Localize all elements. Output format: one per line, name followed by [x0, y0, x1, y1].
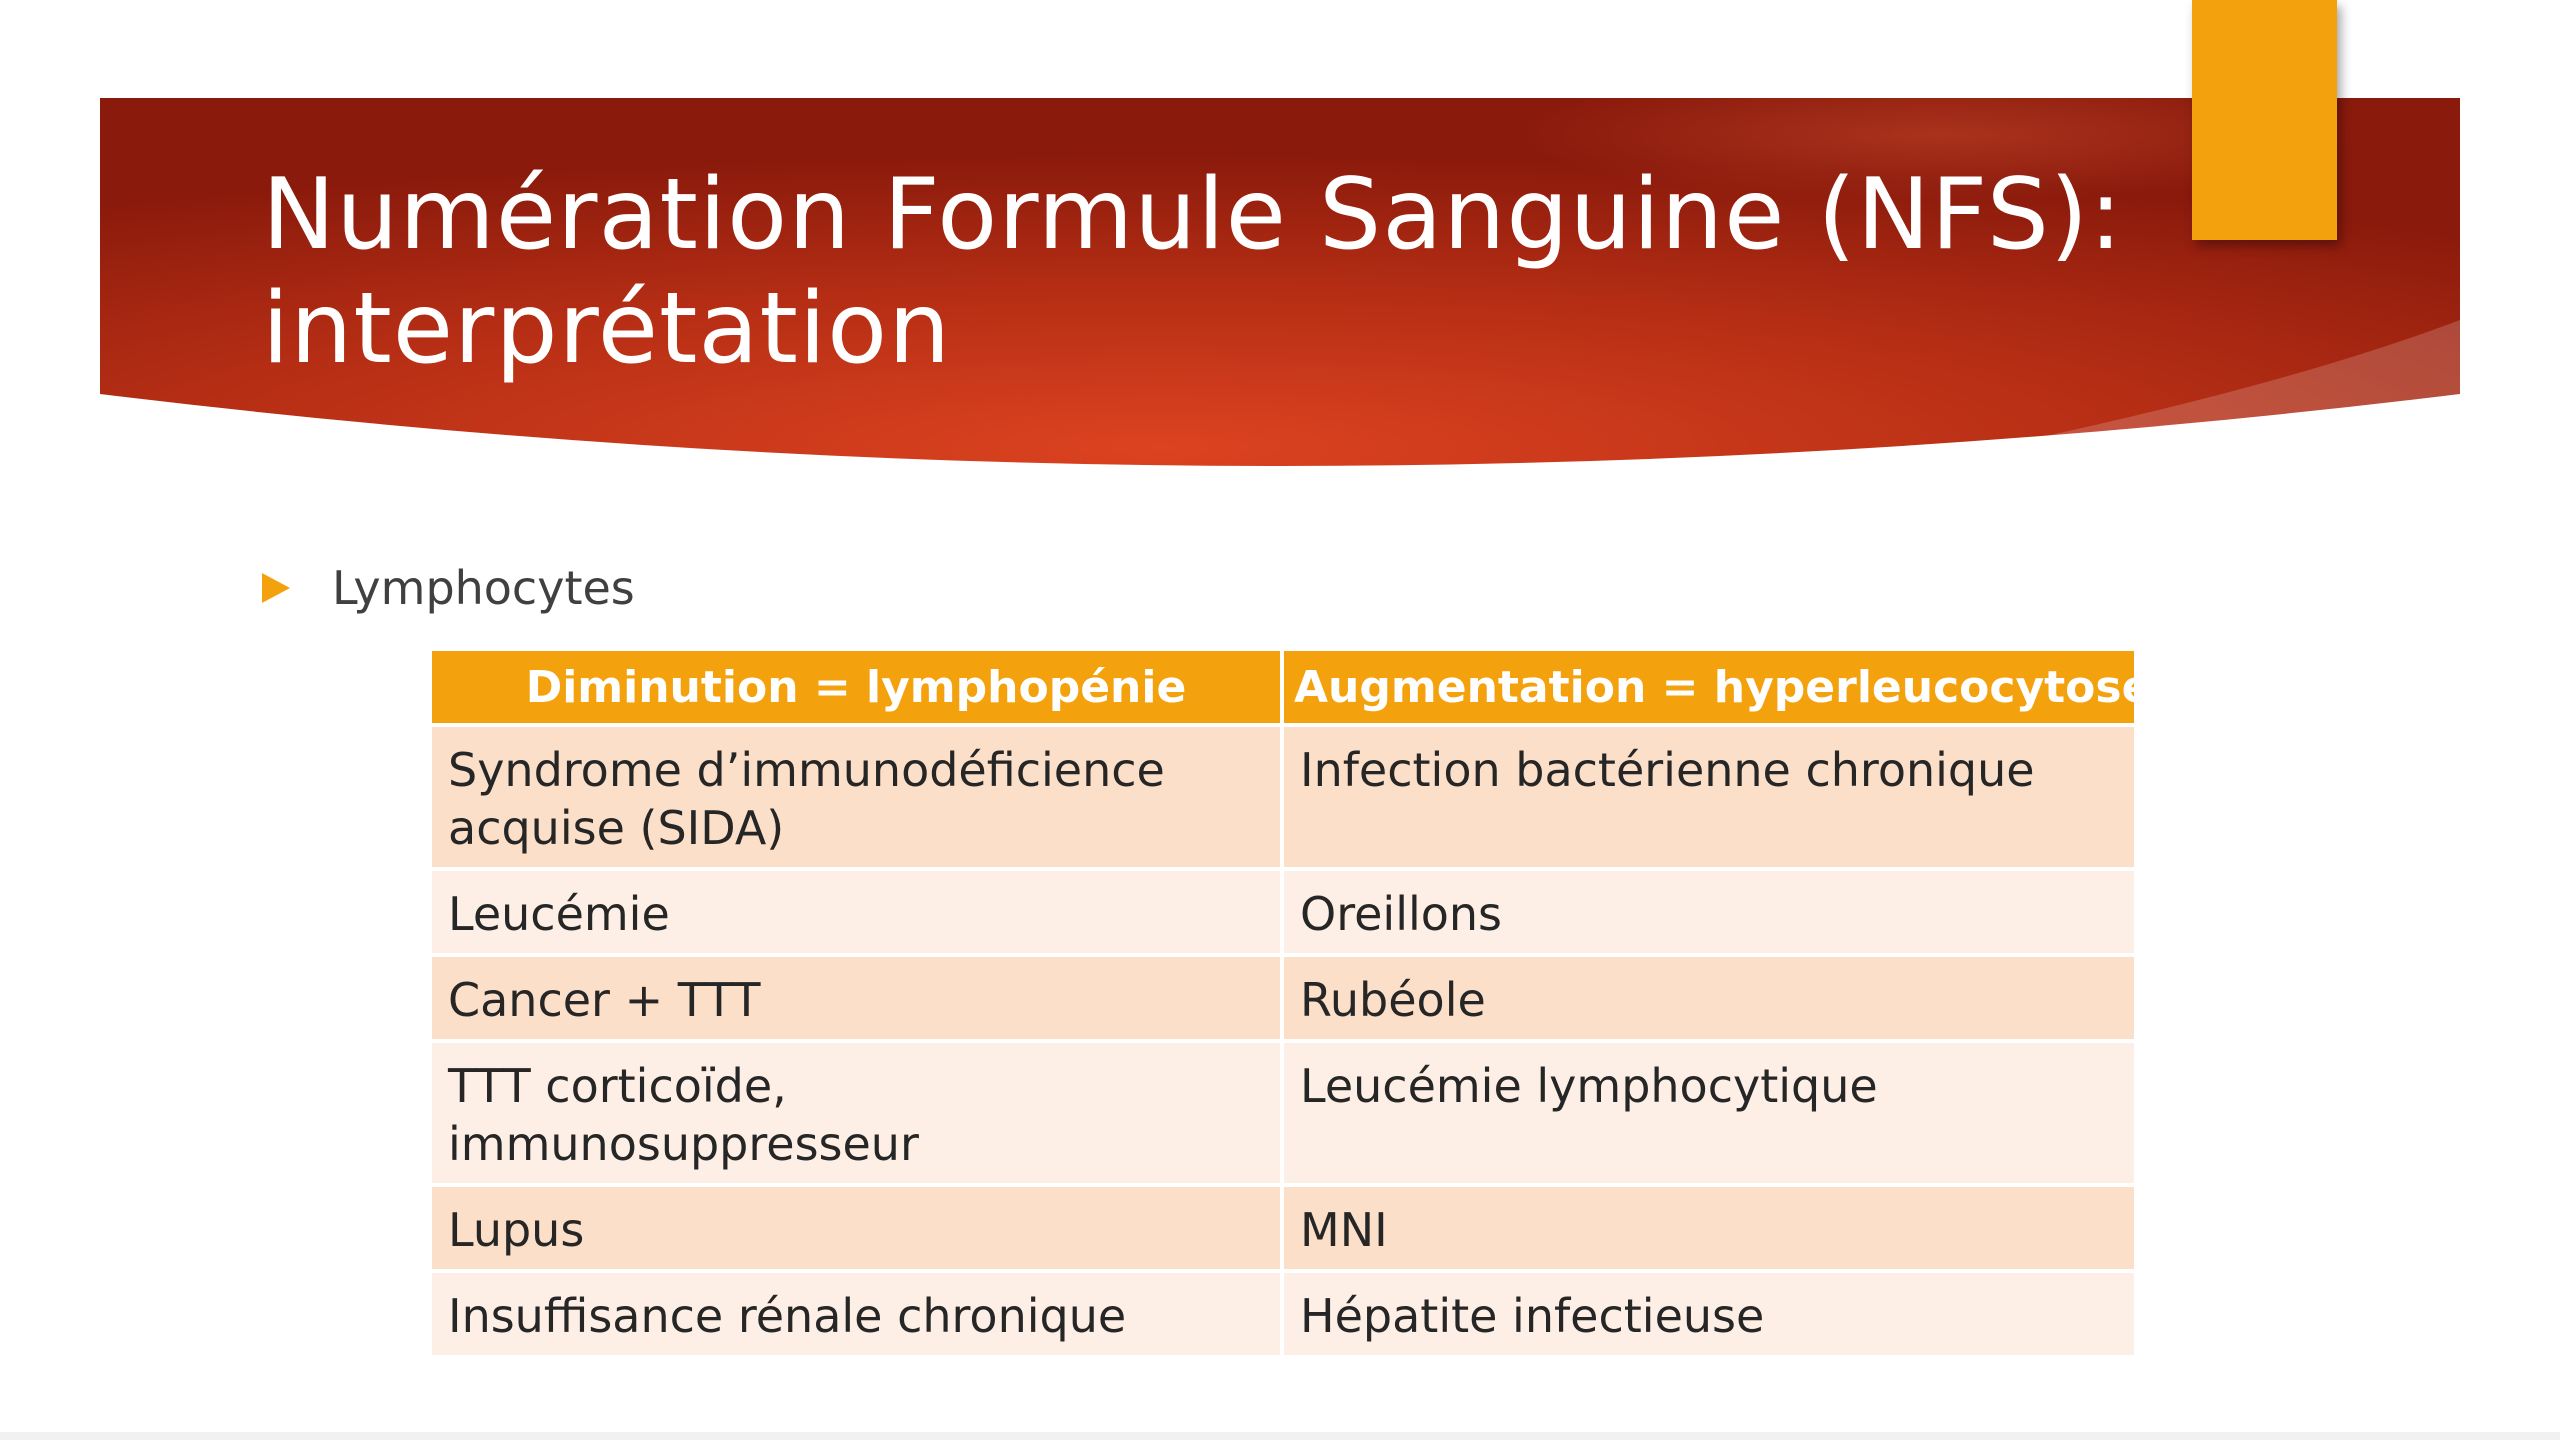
table-cell-decrease: Lupus	[430, 1185, 1282, 1271]
slide-title	[262, 158, 2162, 386]
table-cell-decrease: Insuffisance rénale chronique	[430, 1271, 1282, 1357]
lymphocytes-table	[428, 651, 2152, 1359]
table-cell-increase: Rubéole	[1282, 955, 2136, 1041]
table-cell-increase: Infection bactérienne chronique	[1282, 725, 2136, 869]
bottom-divider	[0, 1432, 2560, 1440]
bullet-item	[262, 556, 635, 620]
header-decrease: Diminution = lymphopénie	[430, 651, 1282, 725]
accent-tab	[2192, 0, 2337, 240]
table-cell-increase: Hépatite infectieuse	[1282, 1271, 2136, 1357]
table-cell-decrease: TTT corticoïde, immunosuppresseur	[430, 1041, 1282, 1185]
table-cell-increase: Leucémie lymphocytique	[1282, 1041, 2136, 1185]
table-row	[430, 1271, 2136, 1357]
table-row	[430, 1185, 2136, 1271]
table-cell-increase: Oreillons	[1282, 869, 2136, 955]
title-line-1: Numération Formule Sanguine (NFS):	[262, 158, 2124, 272]
table-cell-decrease: Leucémie	[430, 869, 1282, 955]
bullet-text: Lymphocytes	[332, 561, 635, 615]
table-row	[430, 955, 2136, 1041]
header-increase: Augmentation = hyperleucocytose	[1282, 651, 2136, 725]
table-cell-increase: MNI	[1282, 1185, 2136, 1271]
triangle-bullet-icon	[262, 573, 290, 603]
table-row	[430, 1041, 2136, 1185]
table-header-row	[430, 651, 2136, 725]
table-row	[430, 869, 2136, 955]
table-cell-decrease: Cancer + TTT	[430, 955, 1282, 1041]
title-line-2: interprétation	[262, 272, 952, 386]
table-row	[430, 725, 2136, 869]
table-cell-decrease: Syndrome d’immunodéficience acquise (SIDA)	[430, 725, 1282, 869]
